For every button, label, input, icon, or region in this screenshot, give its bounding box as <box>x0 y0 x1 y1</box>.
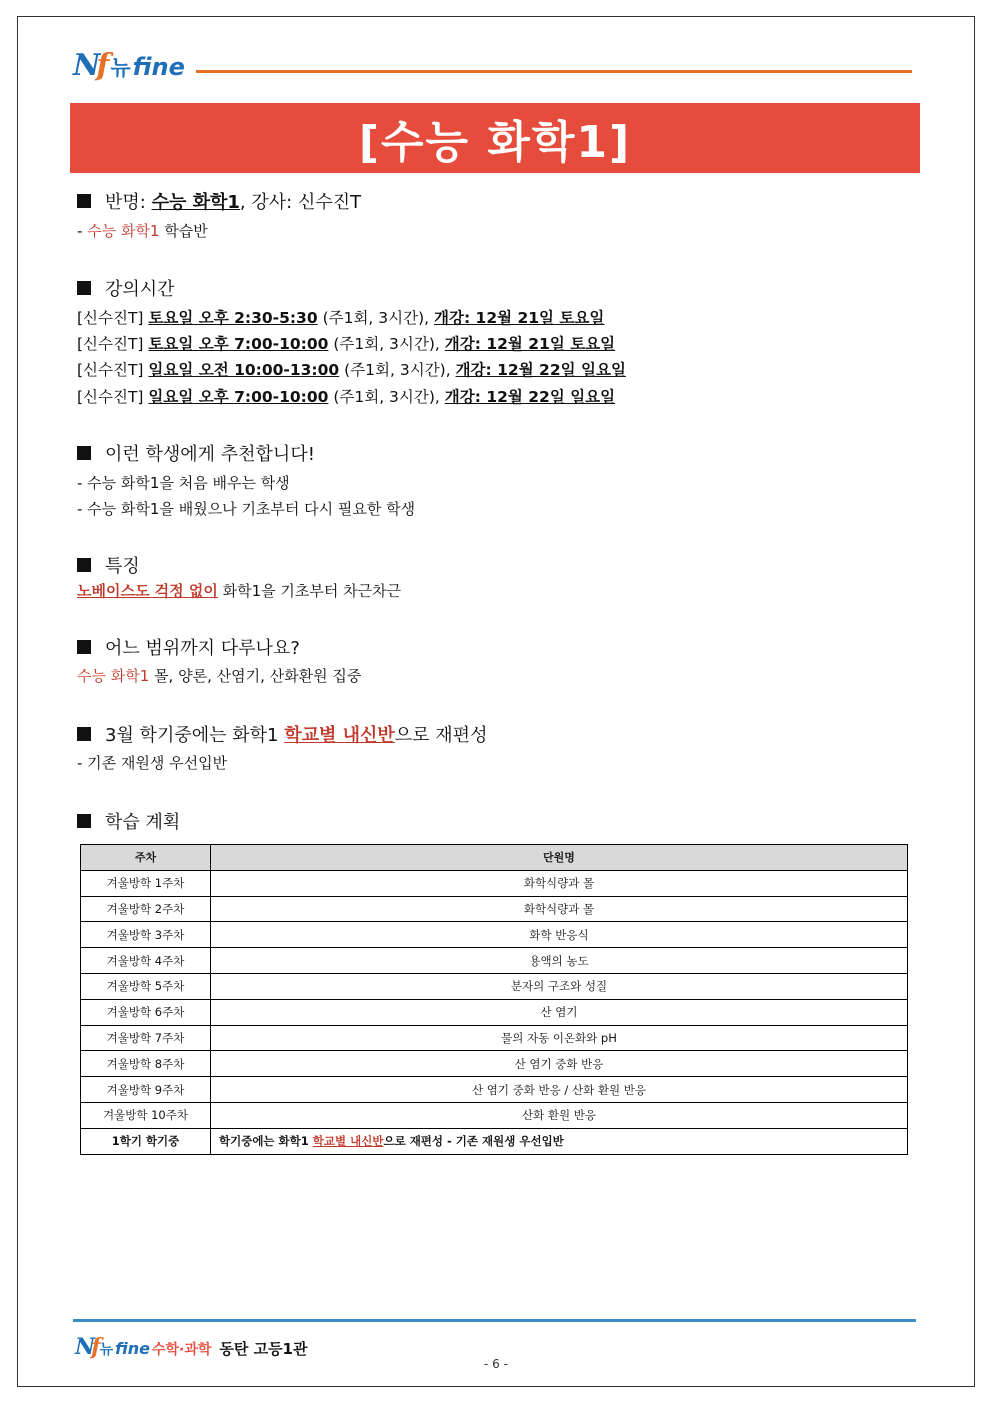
footer-location: 동탄 고등1관 <box>219 1340 308 1358</box>
recommend-item: - 수능 화학1을 처음 배우는 학생 <box>77 474 290 492</box>
class-subtitle: - 수능 화학1 학습반 <box>77 222 208 240</box>
study-plan-table <box>80 844 908 1155</box>
plan-heading: 학습 계획 <box>77 808 180 834</box>
square-bullet-icon <box>77 281 91 295</box>
table-row: 겨울방학 9주차 산 염기 중화 반응 / 산화 환원 반응 <box>81 1077 908 1103</box>
nfine-logo <box>73 48 185 83</box>
table-row: 겨울방학 7주차 물의 자동 이온화와 pH <box>81 1025 908 1051</box>
recommend-heading: 이런 학생에게 추천합니다! <box>77 440 315 466</box>
reorg-sub: - 기존 재원생 우선입반 <box>77 754 228 772</box>
feature-text: 노베이스도 걱정 없이 화학1을 기초부터 차근차근 <box>77 582 402 600</box>
table-row: 겨울방학 2주차 화학식량과 몰 <box>81 896 908 922</box>
class-info-heading: 반명: 수능 화학1 , 강사: 신수진T <box>77 188 361 214</box>
footer-subtitle: 수학·과학 <box>151 1342 212 1358</box>
reorg-heading: 3월 학기중에는 화학1 학교별 내신반 으로 재편성 <box>77 721 487 747</box>
square-bullet-icon <box>77 814 91 828</box>
column-header-unit: 단원명 <box>211 845 908 871</box>
square-bullet-icon <box>77 727 91 741</box>
table-row-semester: 1학기 학기중 학기중에는 화학1 학교별 내신반으로 재편성 - 기존 재원생 우선입반 <box>81 1128 908 1154</box>
recommend-item: - 수능 화학1을 배웠으나 기초부터 다시 필요한 학생 <box>77 500 416 518</box>
logo-english: fine <box>132 53 185 81</box>
table-row: 겨울방학 1주차 화학식량과 몰 <box>81 870 908 896</box>
table-row: 겨울방학 8주차 산 염기 중화 반응 <box>81 1051 908 1077</box>
page-title: [수능 화학1] <box>358 117 632 168</box>
schedule-row: [신수진T] 일요일 오후 7:00-10:00 (주1회, 3시간), 개강: 12월 22일 일요일 <box>77 388 616 406</box>
schedule-row: [신수진T] 일요일 오전 10:00-13:00 (주1회, 3시간), 개강: 12월 22일 일요일 <box>77 361 626 379</box>
footer-brand: Nf 뉴 fine 수학·과학 동탄 고등1관 <box>75 1334 308 1360</box>
square-bullet-icon <box>77 446 91 460</box>
page-number: - 6 - <box>484 1357 508 1371</box>
square-bullet-icon <box>77 194 91 208</box>
header-rule <box>196 70 912 73</box>
lecture-time-heading: 강의시간 <box>77 275 175 301</box>
feature-heading: 특징 <box>77 552 140 578</box>
column-header-week: 주차 <box>81 845 211 871</box>
square-bullet-icon <box>77 640 91 654</box>
table-row: 겨울방학 10주차 산화 환원 반응 <box>81 1102 908 1128</box>
logo-korean: 뉴 <box>110 56 131 80</box>
schedule-row: [신수진T] 토요일 오후 7:00-10:00 (주1회, 3시간), 개강: 12월 21일 토요일 <box>77 335 616 353</box>
teacher-name: 신수진T <box>297 192 362 213</box>
table-header-row <box>81 845 908 871</box>
table-row: 겨울방학 4주차 용액의 농도 <box>81 948 908 974</box>
table-row: 겨울방학 5주차 분자의 구조와 성질 <box>81 973 908 999</box>
scope-text: 수능 화학1 몰, 양론, 산염기, 산화환원 집중 <box>77 667 362 685</box>
logo-mark: Nf <box>73 48 106 83</box>
footer-rule <box>73 1319 916 1322</box>
square-bullet-icon <box>77 558 91 572</box>
title-banner <box>70 103 920 173</box>
scope-heading: 어느 범위까지 다루나요? <box>77 634 300 660</box>
table-row: 겨울방학 6주차 산 염기 <box>81 999 908 1025</box>
footer-logo-mark: Nf <box>75 1334 97 1360</box>
schedule-row: [신수진T] 토요일 오후 2:30-5:30 (주1회, 3시간), 개강: 12월 21일 토요일 <box>77 309 605 327</box>
class-name: 수능 화학1 <box>151 192 240 213</box>
table-row: 겨울방학 3주차 화학 반응식 <box>81 922 908 948</box>
